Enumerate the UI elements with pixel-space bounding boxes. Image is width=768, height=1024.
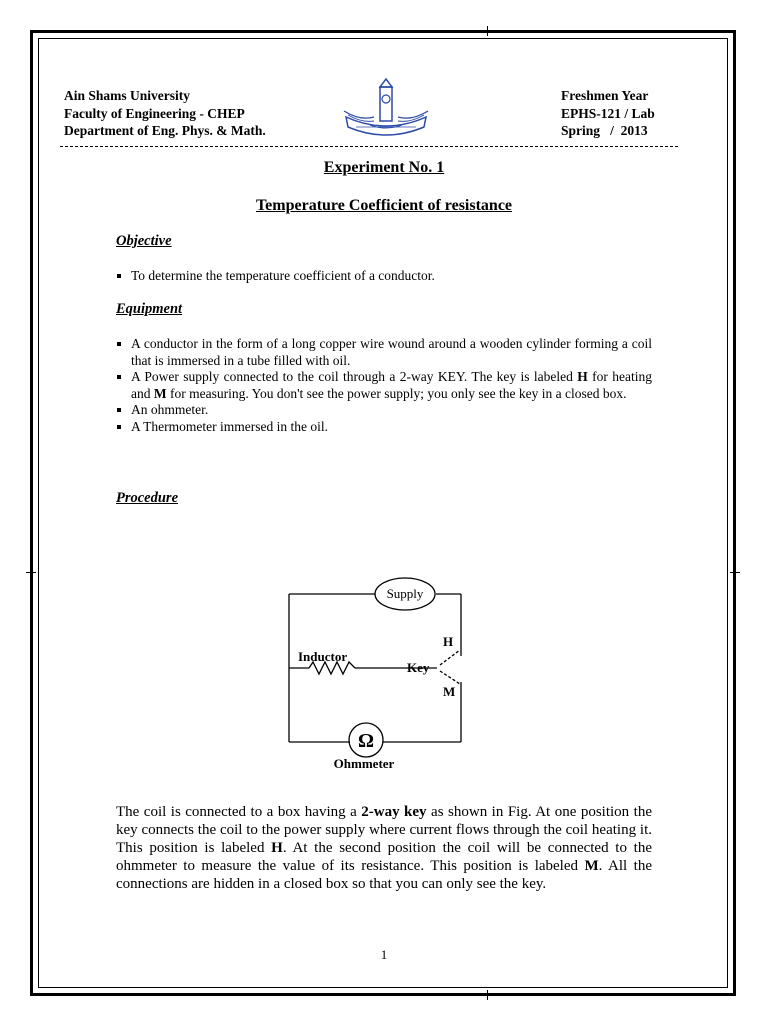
inductor-label: Inductor: [298, 649, 348, 664]
key-contact-h: [440, 650, 460, 665]
experiment-title: Experiment No. 1: [323, 159, 445, 176]
objective-heading: Objective: [116, 233, 172, 249]
key-label: Key: [407, 660, 430, 675]
university-name: Ain Shams University: [64, 88, 191, 103]
list-item: A conductor in the form of a long copper wire wound around a wooden cylinder forming a coil that is immersed in a tube filled with oil.: [116, 336, 652, 369]
year-label: Freshmen Year: [561, 88, 649, 103]
border-tick: [487, 26, 488, 36]
m-label: M: [443, 684, 456, 699]
university-logo-icon: [340, 77, 432, 137]
experiment-subtitle: Temperature Coefficient of resistance: [255, 197, 513, 214]
supply-label: Supply: [386, 586, 424, 601]
procedure-paragraph: The coil is connected to a box having a 2-way key as shown in Fig. At one position the key connects the coil to the power supply where current flows through the coil heating it. This position is labeled H. At the second position the coil will be connected to the ohmmeter to measure the value of its resistance. This position is labeled M. All the connections are hidden in a closed box so that you can only see the key.: [116, 804, 653, 892]
faculty-name: Faculty of Engineering - CHEP: [64, 105, 245, 121]
list-item: A Power supply connected to the coil through a 2-way KEY. The key is labeled H for heating and M for measuring. You don't see the power supply; you only see the key in a closed box.: [116, 369, 652, 402]
omega-symbol: Ω: [357, 730, 375, 752]
circuit-diagram: [282, 576, 472, 776]
header-right: [561, 87, 655, 140]
header-separator: [60, 146, 678, 147]
course-code: EPHS-121 / Lab: [561, 105, 655, 121]
procedure-heading: Procedure: [116, 490, 179, 506]
header-left: [64, 87, 266, 140]
equipment-list: [116, 336, 652, 435]
semester-label: Spring / 2013: [561, 123, 648, 138]
list-item: An ohmmeter.: [116, 402, 652, 419]
objective-list: [116, 268, 652, 285]
border-tick: [487, 990, 488, 1000]
key-contact-m: [440, 671, 460, 684]
department-name: Department of Eng. Phys. & Math.: [64, 123, 266, 138]
ohmmeter-label: Ohmmeter: [333, 756, 395, 771]
list-item: To determine the temperature coefficient of a conductor.: [116, 268, 652, 285]
border-tick: [730, 572, 740, 573]
page-number: 1: [380, 947, 388, 962]
border-tick: [26, 572, 36, 573]
h-label: H: [443, 634, 454, 649]
equipment-heading: Equipment: [116, 301, 183, 317]
list-item: A Thermometer immersed in the oil.: [116, 419, 652, 436]
